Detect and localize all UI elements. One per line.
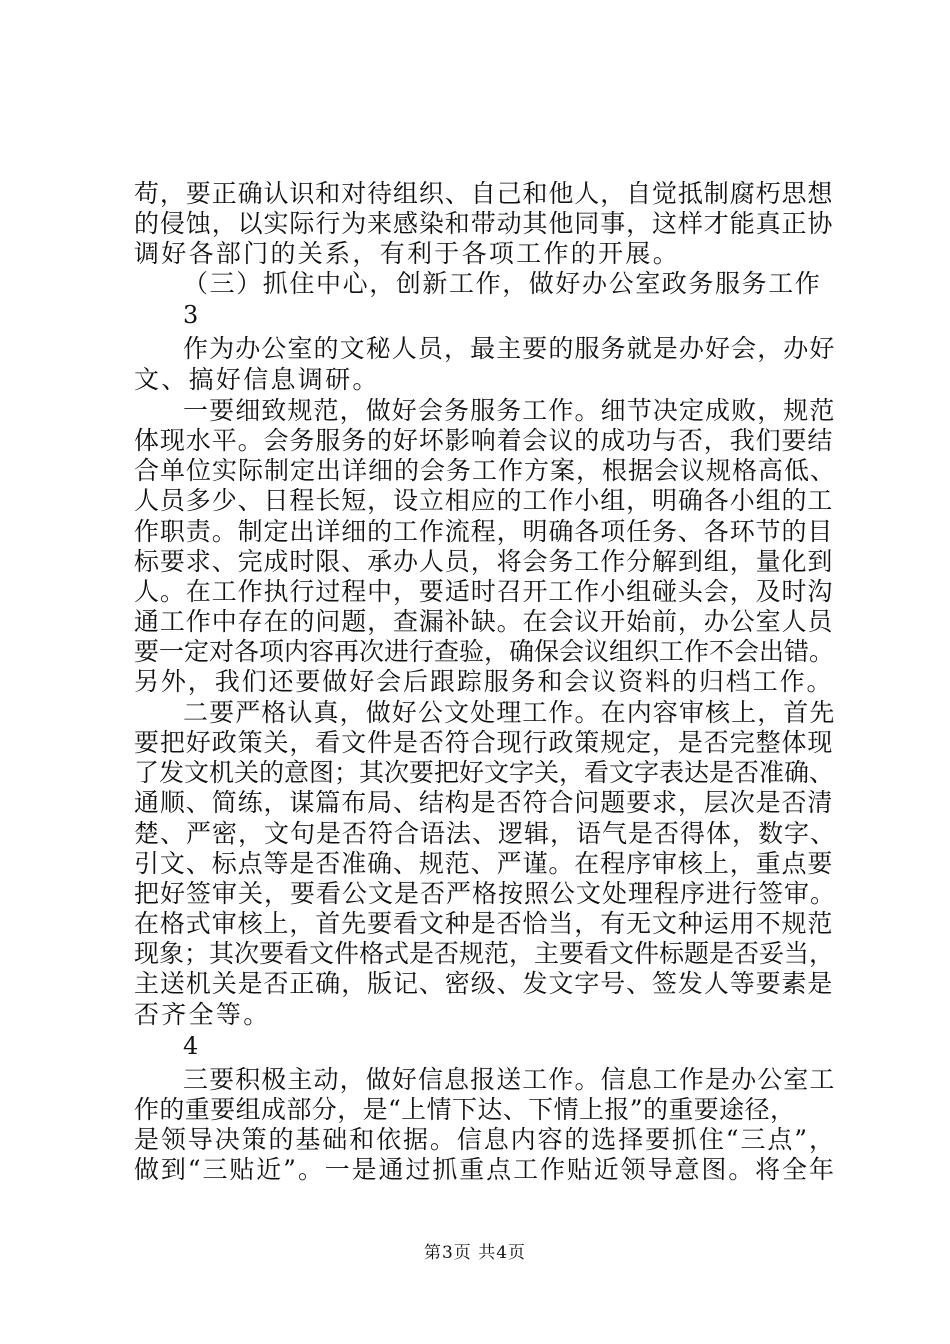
text-line: 否齐全等。 [134, 1000, 271, 1029]
text-line: 调好各部门的关系，有利于各项工作的开展。 [134, 239, 681, 268]
text-line: 作的重要组成部分，是“上情下达、下情上报”的重要途径， [134, 1095, 796, 1124]
text-line: 要一定对各项内容再次进行查验，确保会议组织工作不会出错。 [134, 637, 835, 666]
text-line: 另外，我们还要做好会后跟踪服务和会议资料的归档工作。 [134, 667, 834, 696]
text-line: 作为办公室的文秘人员，最主要的服务就是办好会，办好 [183, 334, 836, 363]
text-line: 引文、标点等是否准确、规范、严谨。在程序审核上，重点要 [134, 849, 834, 878]
text-line: 要把好政策关，看文件是否符合现行政策规定，是否完整体现 [134, 728, 834, 757]
section-heading: （三）抓住中心，创新工作，做好办公室政务服务工作 [183, 269, 822, 298]
page-number-marker: 3 [183, 301, 199, 329]
text-line: 在格式审核上，首先要看文种是否恰当，有无文种运用不规范 [134, 909, 834, 938]
text-line: 作职责。制定出详细的工作流程，明确各项任务、各环节的目 [134, 517, 834, 546]
text-line: 是领导决策的基础和依据。信息内容的选择要抓住“三点”， [134, 1125, 836, 1154]
text-line: 一要细致规范，做好会务服务工作。细节决定成败，规范 [183, 396, 836, 425]
text-line: 通顺、简练，谋篇布局、结构是否符合问题要求，层次是否清 [134, 788, 834, 817]
text-line: 人。在工作执行过程中，要适时召开工作小组碰头会，及时沟 [134, 577, 834, 606]
page-footer: 第3页 共4页 [423, 1243, 527, 1263]
text-line: 文、搞好信息调研。 [134, 365, 380, 394]
text-line: 标要求、完成时限、承办人员，将会务工作分解到组，量化到 [134, 547, 834, 576]
text-line: 的侵蚀，以实际行为来感染和带动其他同事，这样才能真正协 [134, 209, 834, 238]
text-line: 主送机关是否正确，版记、密级、发文字号、签发人等要素是 [134, 969, 834, 998]
text-line: 把好签审关，要看公文是否严格按照公文处理程序进行签审。 [134, 879, 837, 908]
text-line: 楚、严密，文句是否符合语法、逻辑，语气是否得体，数字、 [134, 819, 837, 848]
text-line: 了发文机关的意图；其次要把好文字关，看文字表达是否准确、 [134, 758, 835, 787]
page-number-marker: 4 [183, 1032, 199, 1060]
text-line: 三要积极主动，做好信息报送工作。信息工作是办公室工 [183, 1065, 836, 1094]
text-line: 通工作中存在的问题，查漏补缺。在会议开始前，办公室人员 [134, 607, 834, 636]
text-line: 做到“三贴近”。一是通过抓重点工作贴近领导意图。将全年 [134, 1155, 836, 1184]
text-line: 二要严格认真，做好公文处理工作。在内容审核上，首先 [183, 698, 836, 727]
text-line: 现象；其次要看文件格式是否规范，主要看文件标题是否妥当， [134, 939, 835, 968]
text-line: 体现水平。会务服务的好坏影响着会议的成功与否，我们要结 [134, 426, 834, 455]
text-line: 苟，要正确认识和对待组织、自己和他人，自觉抵制腐朽思想 [134, 179, 834, 208]
text-line: 合单位实际制定出详细的会务工作方案，根据会议规格高低、 [134, 456, 837, 485]
text-line: 人员多少、日程长短，设立相应的工作小组，明确各小组的工 [134, 486, 834, 515]
